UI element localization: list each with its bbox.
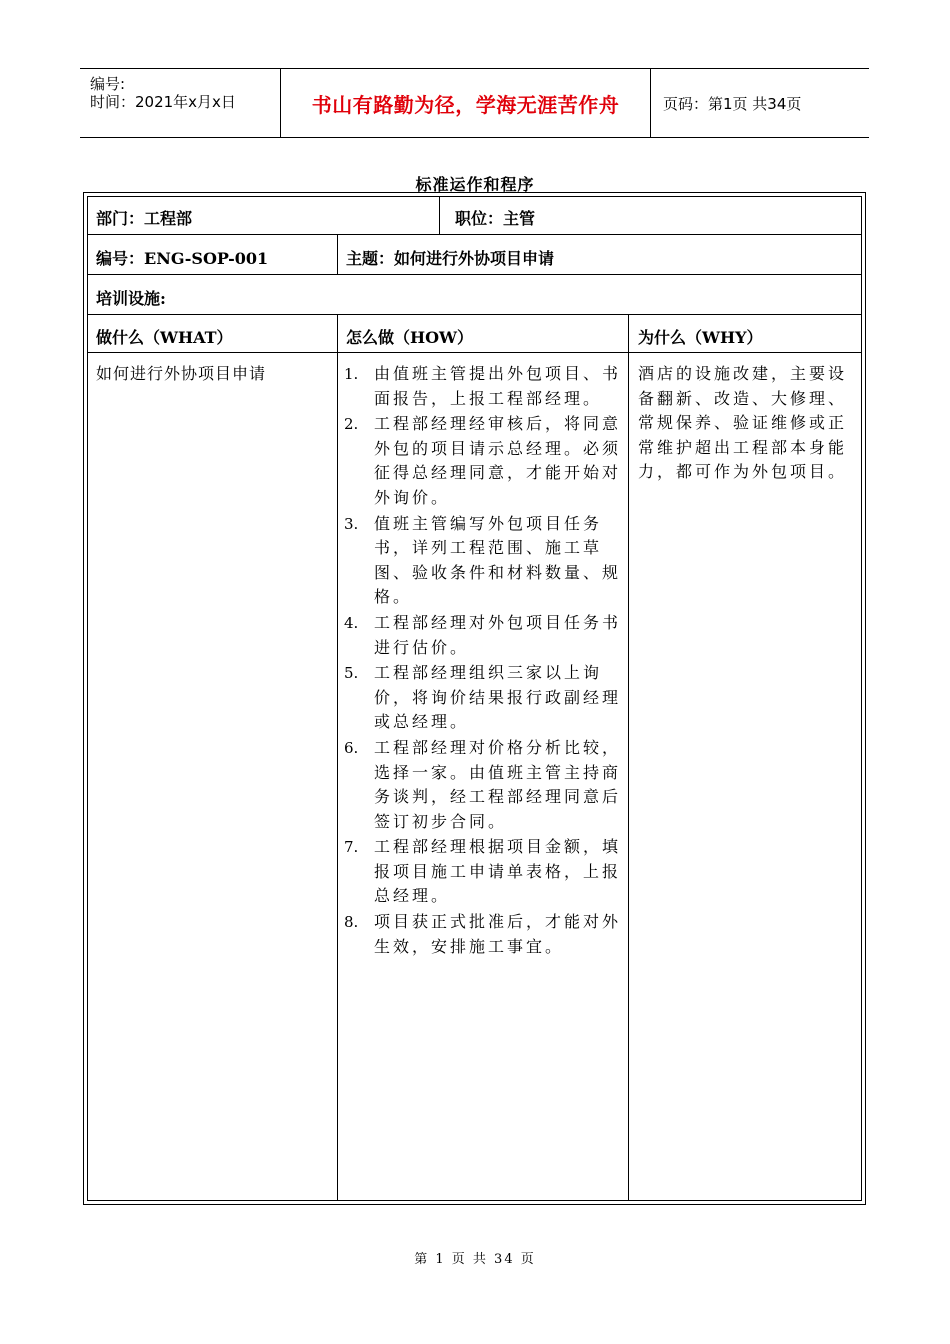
department-field: 部门：工程部 (96, 209, 193, 228)
how-step-item (344, 412, 627, 510)
how-step-number: 7. (344, 838, 359, 857)
how-step-text: 由值班主管提出外包项目、书面报告，上报工程部经理。 (374, 364, 622, 408)
how-step-text: 工程部经理经审核后，将同意外包的项目请示总经理。必须征得总经理同意，才能开始对外询价。 (374, 414, 622, 507)
how-step-item (344, 661, 627, 735)
column-divider (337, 314, 338, 1200)
what-text: 如何进行外协项目申请 (96, 364, 267, 383)
how-step-text: 工程部经理对外包项目任务书进行估价。 (374, 612, 622, 657)
page-header (80, 68, 869, 138)
how-step-item (344, 362, 627, 411)
row-divider (88, 234, 861, 235)
position-field: 职位：主管 (455, 209, 536, 228)
sop-code-field: 编号：ENG-SOP-001 (96, 249, 269, 268)
how-step-number: 8. (344, 913, 359, 932)
column-header-how: 怎么做（HOW） (346, 328, 474, 347)
column-divider (337, 234, 338, 274)
how-step-item (344, 512, 627, 610)
column-header-why: 为什么（WHY） (638, 328, 763, 347)
row-divider (88, 274, 861, 275)
row-divider (88, 314, 861, 315)
row-divider (88, 352, 861, 353)
header-motto: 书山有路勤为径，学海无涯苦作舟 (281, 69, 651, 137)
column-header-what: 做什么（WHAT） (96, 328, 233, 347)
how-step-item (344, 611, 627, 660)
how-step-item (344, 736, 627, 834)
page-footer: 第 1 页 共 34 页 (414, 1252, 536, 1267)
how-step-text: 项目获正式批准后，才能对外生效，安排施工事宜。 (374, 912, 622, 956)
header-date-label: 时间：2021年x月x日 (90, 93, 236, 111)
how-step-text: 工程部经理根据项目金额，填报项目施工申请单表格，上报总经理。 (374, 837, 622, 906)
sop-form-inner (87, 196, 862, 1201)
header-page-info: 页码：第1页 共34页 (663, 94, 802, 113)
how-step-item (344, 910, 627, 959)
why-text: 酒店的设施改建，主要设备翻新、改造、大修理、常规保养、验证维修或正常维护超出工程部本身能力，都可作为外包项目。 (638, 364, 848, 482)
training-facilities-field: 培训设施: (96, 289, 166, 308)
how-step-number: 2. (344, 415, 359, 434)
how-step-number: 5. (344, 664, 359, 683)
how-step-text: 工程部经理组织三家以上询价，将询价结果报行政副经理或总经理。 (374, 663, 622, 732)
header-number-label: 编号: (90, 75, 126, 93)
how-step-number: 1. (344, 365, 359, 383)
column-divider (439, 197, 440, 234)
how-step-item (344, 835, 627, 909)
document-title: 标准运作和程序 (415, 175, 535, 194)
column-divider (628, 314, 629, 1200)
how-step-number: 4. (344, 613, 359, 632)
how-step-number: 3. (344, 514, 359, 533)
how-step-text: 值班主管编写外包项目任务书，详列工程范围、施工草图、验收条件和材料数量、规格。 (374, 513, 622, 607)
how-step-number: 6. (344, 738, 359, 757)
subject-field: 主题：如何进行外协项目申请 (346, 249, 555, 268)
sop-form (83, 192, 866, 1205)
how-step-text: 工程部经理对价格分析比较，选择一家。由值班主管主持商务谈判，经工程部经理同意后签订初步合同。 (374, 737, 622, 831)
how-steps-list (344, 362, 627, 960)
header-info-cell (80, 69, 281, 137)
